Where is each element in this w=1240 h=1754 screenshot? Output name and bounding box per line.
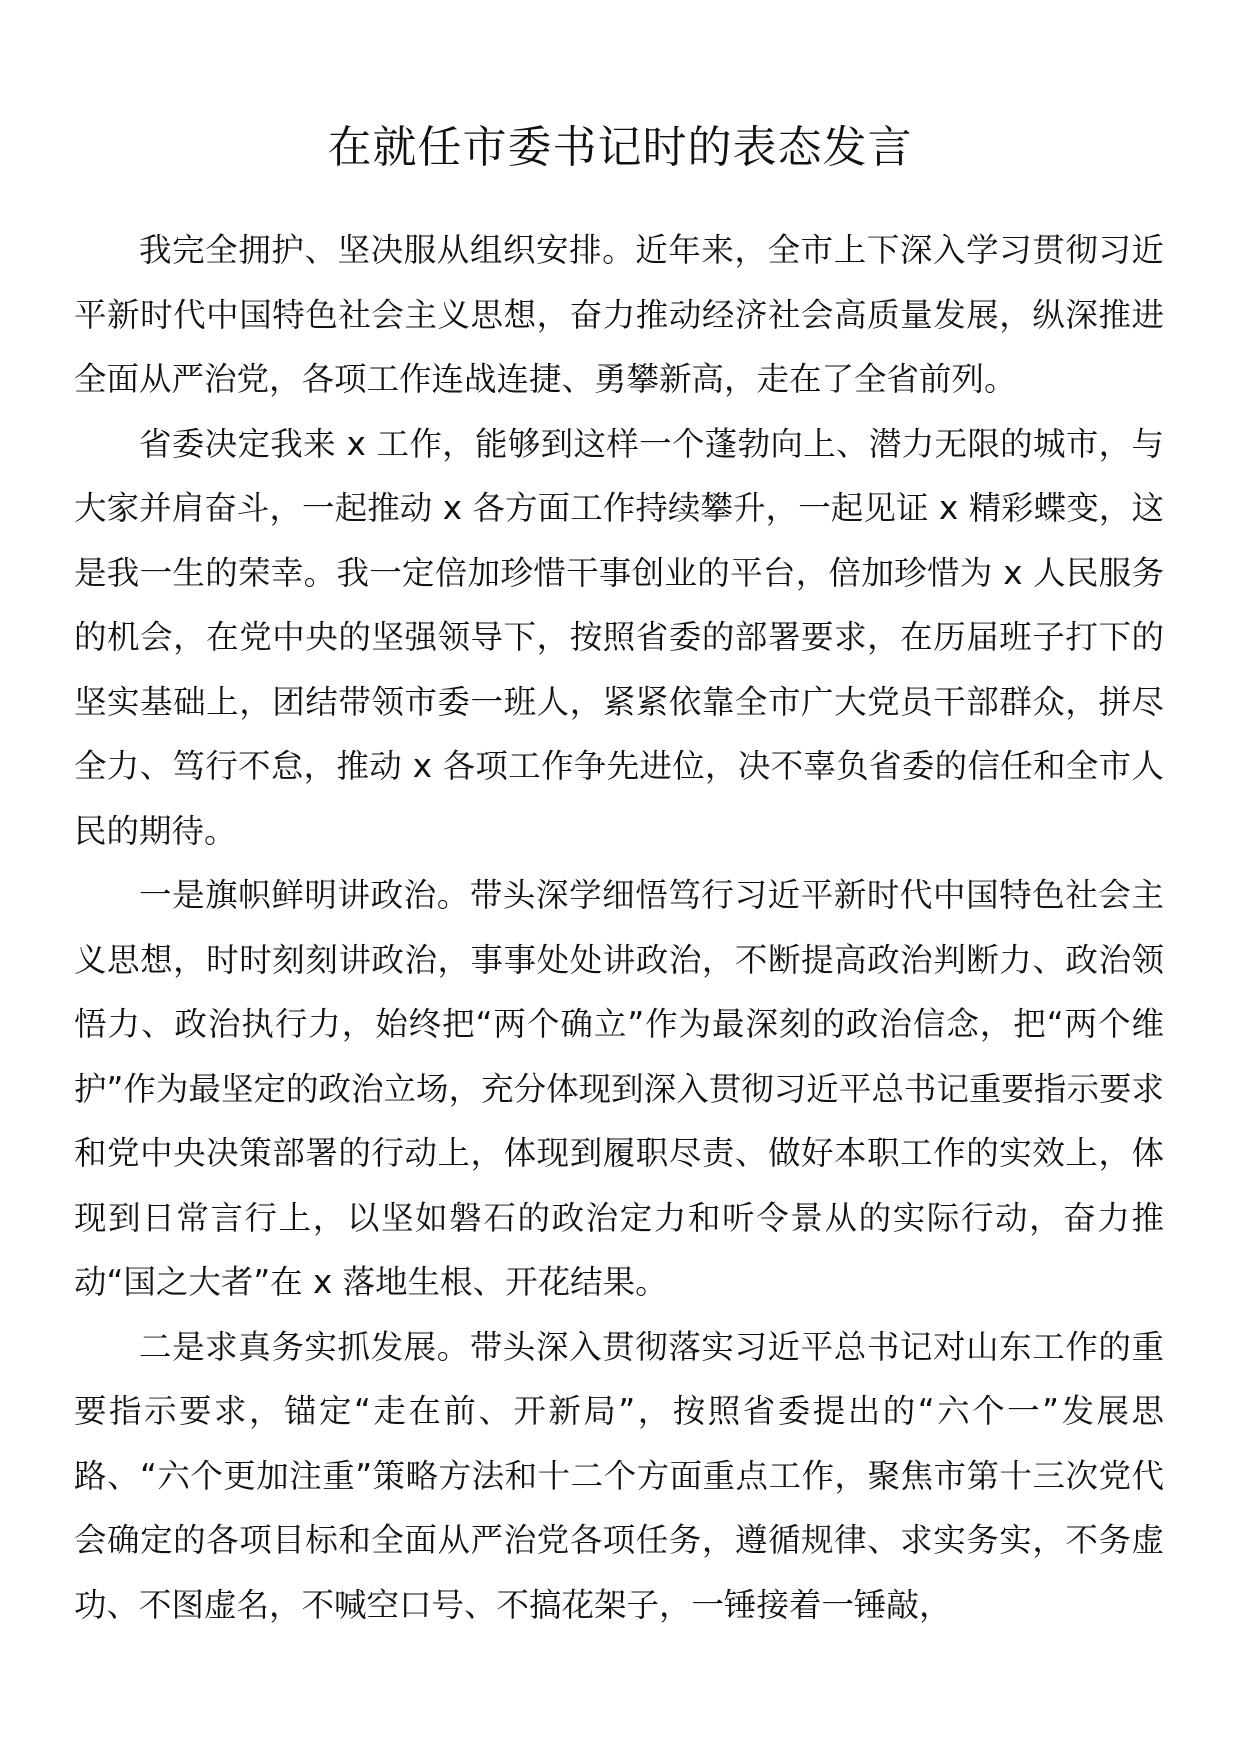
paragraph: 二是求真务实抓发展。带头深入贯彻落实习近平总书记对山东工作的重要指示要求，锚定“走在前、开新局”，按照省委提出的“六个一”发展思路、“六个更加注重”策略方法和十二个方面重点工作，聚焦市第十三次党代会确定的各项目标和全面从严治党各项任务，遵循规律、求实务实，不务虚功、不图虚名，不喊空口号、不搞花架子，一锤接着一锤敲， [74,1327,1164,1624]
paragraph: 省委决定我来 x 工作，能够到这样一个蓬勃向上、潜力无限的城市，与大家并肩奋斗，一起推动 x 各方面工作持续攀升，一起见证 x 精彩蝶变，这是我一生的荣幸。我一定倍加珍惜干事创业的平台，倍加珍惜为 x 人民服务的机会，在党中央的坚强领导下，按照省委的部署要求，在历届班子打下的坚实基础上，团结带领市委一班人，紧紧依靠全市广大党员干部群众，拼尽全力、笃行不怠，推动 x 各项工作争先进位，决不辜负省委的信任和全市人民的期待。 [74,424,1164,850]
document-title: 在就任市委书记时的表态发言 [327,122,913,173]
paragraph: 一是旗帜鲜明讲政治。带头深学细悟笃行习近平新时代中国特色社会主义思想，时时刻刻讲政治，事事处处讲政治，不断提高政治判断力、政治领悟力、政治执行力，始终把“两个确立”作为最深刻的政治信念，把“两个维护”作为最坚定的政治立场，充分体现到深入贯彻习近平总书记重要指示要求和党中央决策部署的行动上，体现到履职尽责、做好本职工作的实效上，体现到日常言行上，以坚如磐石的政治定力和听令景从的实际行动，奋力推动“国之大者”在 x 落地生根、开花结果。 [74,876,1164,1301]
paragraph: 我完全拥护、坚决服从组织安排。近年来，全市上下深入学习贯彻习近平新时代中国特色社会主义思想，奋力推动经济社会高质量发展，纵深推进全面从严治党，各项工作连战连捷、勇攀新高，走在了全省前列。 [74,231,1164,398]
document-body [74,218,1164,1637]
